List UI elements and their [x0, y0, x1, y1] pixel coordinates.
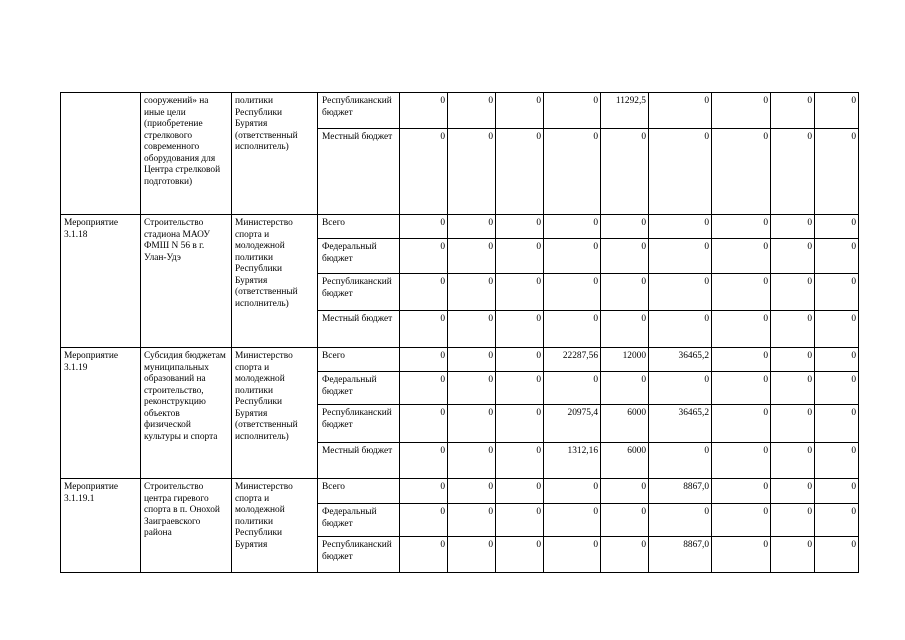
- funding-source-cell: Республиканский бюджет: [318, 93, 400, 129]
- amount-cell: 0: [448, 372, 496, 405]
- amount-cell: 0: [649, 504, 712, 537]
- amount-cell: 0: [815, 348, 859, 372]
- amount-cell: 0: [712, 239, 771, 274]
- amount-cell: 0: [815, 311, 859, 348]
- funding-source-cell: Местный бюджет: [318, 311, 400, 348]
- event-name-cell: сооружений» на иные цели (приобретение стрелкового современного оборудования для Центра стрелковой подготовки): [141, 93, 232, 215]
- event-code-cell: [61, 93, 141, 215]
- amount-cell: 0: [771, 372, 815, 405]
- amount-cell: 8867,0: [649, 537, 712, 573]
- amount-cell: 0: [815, 537, 859, 573]
- amount-cell: 0: [712, 274, 771, 311]
- amount-cell: 0: [649, 274, 712, 311]
- amount-cell: 0: [448, 129, 496, 215]
- amount-cell: 0: [448, 348, 496, 372]
- amount-cell: 0: [771, 129, 815, 215]
- amount-cell: 0: [712, 504, 771, 537]
- amount-cell: 0: [771, 348, 815, 372]
- funding-source-cell: Республиканский бюджет: [318, 405, 400, 443]
- amount-cell: 0: [400, 348, 448, 372]
- amount-cell: 0: [649, 372, 712, 405]
- amount-cell: 0: [400, 129, 448, 215]
- amount-cell: 0: [448, 479, 496, 504]
- amount-cell: 0: [400, 274, 448, 311]
- amount-cell: 0: [496, 479, 544, 504]
- amount-cell: 0: [601, 537, 649, 573]
- amount-cell: 0: [544, 372, 601, 405]
- amount-cell: 0: [400, 405, 448, 443]
- executor-cell: Министерство спорта и молодежной политики Республики Бурятия: [232, 479, 318, 573]
- amount-cell: 0: [544, 479, 601, 504]
- amount-cell: 0: [815, 443, 859, 479]
- amount-cell: 0: [601, 129, 649, 215]
- executor-cell: политики Республики Бурятия (ответственный исполнитель): [232, 93, 318, 215]
- amount-cell: 0: [400, 504, 448, 537]
- funding-source-cell: Местный бюджет: [318, 129, 400, 215]
- amount-cell: 0: [815, 129, 859, 215]
- amount-cell: 0: [601, 479, 649, 504]
- amount-cell: 0: [448, 504, 496, 537]
- amount-cell: 0: [712, 215, 771, 239]
- amount-cell: 0: [400, 311, 448, 348]
- amount-cell: 0: [601, 372, 649, 405]
- amount-cell: 1312,16: [544, 443, 601, 479]
- table-row: [61, 348, 859, 372]
- amount-cell: 0: [496, 129, 544, 215]
- amount-cell: 0: [496, 239, 544, 274]
- amount-cell: 0: [712, 537, 771, 573]
- amount-cell: 0: [712, 348, 771, 372]
- budget-table: [60, 92, 859, 573]
- amount-cell: 0: [815, 239, 859, 274]
- amount-cell: 0: [400, 93, 448, 129]
- event-name-cell: Субсидия бюджетам муниципальных образований на строительство, реконструкцию объектов физической культуры и спорта: [141, 348, 232, 479]
- amount-cell: 0: [496, 274, 544, 311]
- amount-cell: 0: [601, 215, 649, 239]
- amount-cell: 0: [496, 405, 544, 443]
- amount-cell: 0: [448, 215, 496, 239]
- amount-cell: 0: [771, 239, 815, 274]
- amount-cell: 0: [544, 93, 601, 129]
- table-row: [61, 479, 859, 504]
- amount-cell: 0: [400, 215, 448, 239]
- funding-source-cell: Всего: [318, 215, 400, 239]
- funding-source-cell: Республиканский бюджет: [318, 537, 400, 573]
- amount-cell: 0: [771, 479, 815, 504]
- amount-cell: 0: [712, 311, 771, 348]
- amount-cell: 0: [448, 311, 496, 348]
- amount-cell: 0: [649, 215, 712, 239]
- event-code-cell: Мероприятие 3.1.18: [61, 215, 141, 348]
- event-code-cell: Мероприятие 3.1.19: [61, 348, 141, 479]
- amount-cell: 0: [601, 311, 649, 348]
- amount-cell: 8867,0: [649, 479, 712, 504]
- amount-cell: 0: [771, 443, 815, 479]
- amount-cell: 0: [712, 443, 771, 479]
- amount-cell: 0: [400, 479, 448, 504]
- amount-cell: 0: [601, 239, 649, 274]
- amount-cell: 0: [448, 93, 496, 129]
- amount-cell: 22287,56: [544, 348, 601, 372]
- funding-source-cell: Местный бюджет: [318, 443, 400, 479]
- amount-cell: 6000: [601, 405, 649, 443]
- amount-cell: 0: [448, 537, 496, 573]
- amount-cell: 0: [400, 239, 448, 274]
- amount-cell: 0: [649, 93, 712, 129]
- amount-cell: 0: [815, 405, 859, 443]
- amount-cell: 0: [712, 93, 771, 129]
- amount-cell: 0: [712, 479, 771, 504]
- amount-cell: 0: [712, 372, 771, 405]
- amount-cell: 0: [496, 215, 544, 239]
- table-row: [61, 93, 859, 129]
- amount-cell: 0: [815, 274, 859, 311]
- amount-cell: 36465,2: [649, 348, 712, 372]
- amount-cell: 0: [544, 504, 601, 537]
- amount-cell: 0: [496, 443, 544, 479]
- amount-cell: 0: [496, 311, 544, 348]
- amount-cell: 0: [544, 274, 601, 311]
- event-name-cell: Строительство центра гиревого спорта в п. Онохой Заиграевского района: [141, 479, 232, 573]
- amount-cell: 0: [815, 215, 859, 239]
- amount-cell: 0: [649, 129, 712, 215]
- amount-cell: 0: [712, 405, 771, 443]
- amount-cell: 0: [400, 372, 448, 405]
- amount-cell: 0: [544, 311, 601, 348]
- amount-cell: 0: [771, 274, 815, 311]
- amount-cell: 0: [649, 443, 712, 479]
- amount-cell: 0: [544, 215, 601, 239]
- event-name-cell: Строительство стадиона МАОУ ФМШ N 56 в г. Улан-Удэ: [141, 215, 232, 348]
- amount-cell: 0: [448, 405, 496, 443]
- amount-cell: 0: [649, 239, 712, 274]
- amount-cell: 20975,4: [544, 405, 601, 443]
- amount-cell: 0: [815, 93, 859, 129]
- amount-cell: 0: [400, 537, 448, 573]
- amount-cell: 0: [649, 311, 712, 348]
- amount-cell: 0: [544, 129, 601, 215]
- executor-cell: Министерство спорта и молодежной политики Республики Бурятия (ответственный исполнитель): [232, 215, 318, 348]
- amount-cell: 0: [815, 479, 859, 504]
- funding-source-cell: Всего: [318, 348, 400, 372]
- amount-cell: 0: [448, 443, 496, 479]
- table-body: [61, 93, 859, 573]
- event-code-cell: Мероприятие 3.1.19.1: [61, 479, 141, 573]
- amount-cell: 0: [601, 274, 649, 311]
- funding-source-cell: Республиканский бюджет: [318, 274, 400, 311]
- amount-cell: 0: [771, 405, 815, 443]
- amount-cell: 0: [601, 504, 649, 537]
- amount-cell: 0: [448, 239, 496, 274]
- funding-source-cell: Федеральный бюджет: [318, 239, 400, 274]
- amount-cell: 0: [771, 93, 815, 129]
- table-row: [61, 215, 859, 239]
- amount-cell: 0: [496, 93, 544, 129]
- amount-cell: 0: [448, 274, 496, 311]
- funding-source-cell: Всего: [318, 479, 400, 504]
- amount-cell: 0: [496, 348, 544, 372]
- executor-cell: Министерство спорта и молодежной политики Республики Бурятия (ответственный исполнитель): [232, 348, 318, 479]
- amount-cell: 0: [544, 239, 601, 274]
- amount-cell: 0: [496, 504, 544, 537]
- amount-cell: 0: [496, 372, 544, 405]
- funding-source-cell: Федеральный бюджет: [318, 504, 400, 537]
- amount-cell: 0: [815, 504, 859, 537]
- amount-cell: 36465,2: [649, 405, 712, 443]
- amount-cell: 0: [771, 215, 815, 239]
- amount-cell: 0: [712, 129, 771, 215]
- amount-cell: 0: [400, 443, 448, 479]
- amount-cell: 0: [815, 372, 859, 405]
- amount-cell: 0: [771, 311, 815, 348]
- amount-cell: 11292,5: [601, 93, 649, 129]
- amount-cell: 0: [544, 537, 601, 573]
- funding-source-cell: Федеральный бюджет: [318, 372, 400, 405]
- amount-cell: 6000: [601, 443, 649, 479]
- amount-cell: 0: [771, 537, 815, 573]
- amount-cell: 12000: [601, 348, 649, 372]
- amount-cell: 0: [496, 537, 544, 573]
- amount-cell: 0: [771, 504, 815, 537]
